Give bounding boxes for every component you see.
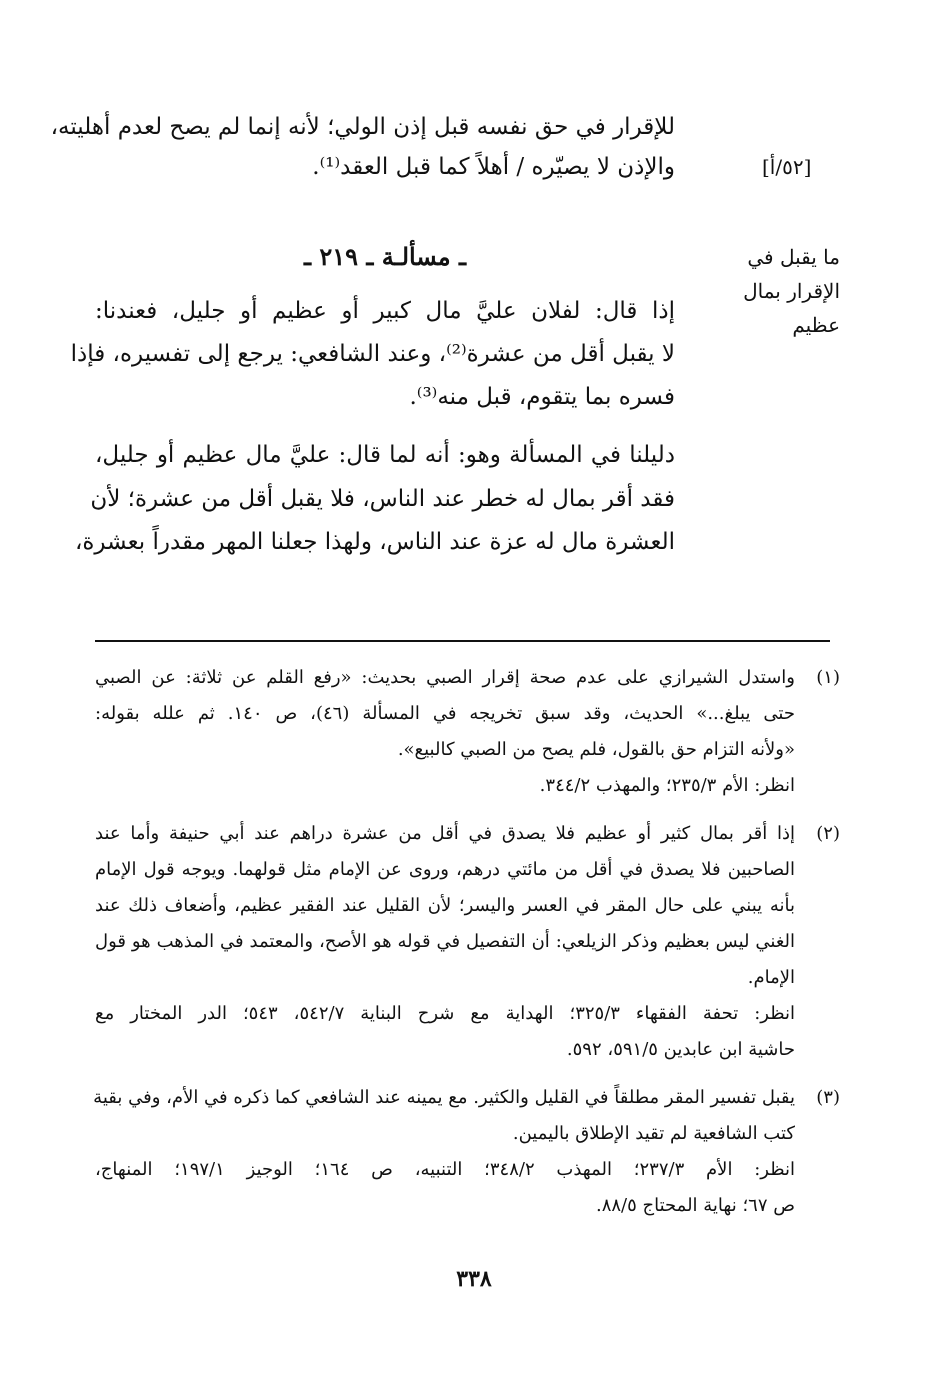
body-line: لا يقبل أقل من عشرة⁽²⁾، وعند الشافعي: يرجع إلى تفسيره، فإذا bbox=[70, 341, 675, 367]
footnote-line: «ولأنه التزام حق بالقول، فلم يصح من الصبي كالبيع». bbox=[397, 739, 795, 760]
footnote-line: ص ٦٧؛ نهاية المحتاج ٨٨/٥. bbox=[595, 1195, 795, 1216]
footnote-line: كتب الشافعية لم تقيد الإطلاق باليمين. bbox=[512, 1123, 795, 1144]
footnote-line: الصاحبين فلا يصدق في أقل من مائتي درهم، وروى عن الإمام مثل قولهما. ويوجه قول الإمام bbox=[95, 859, 795, 880]
issue-heading: ـ مسألـة ـ ٢١٩ ـ bbox=[304, 242, 466, 271]
footnote-line: الغني ليس بعظيم وذكر الزيلعي: أن التفصيل في قوله هو الأصح، والمعتمد في المذهب هو قول bbox=[95, 931, 795, 952]
body-line: فقد أقر بمال له خطر عند الناس، فلا يقبل أقل من عشرة؛ لأن bbox=[90, 486, 675, 512]
body-line: العشرة مال له عزة عند الناس، ولهذا جعلنا المهر مقدراً بعشرة، bbox=[74, 529, 675, 555]
footnote-number: (١) bbox=[816, 667, 840, 688]
footnote-line: حاشية ابن عابدين ٥٩١/٥، ٥٩٢. bbox=[566, 1039, 795, 1060]
page-number: ٣٣٨ bbox=[456, 1266, 492, 1292]
footnote-line: إذا أقر بمال كثير أو عظيم فلا يصدق في أقل من عشرة دراهم عند أبي حنيفة وأما عند bbox=[95, 823, 795, 844]
footnote-number: (٣) bbox=[816, 1087, 840, 1108]
footnote-line: انظر: الأم ٢٣٧/٣؛ المهذب ٣٤٨/٢؛ التنبيه، ص ١٦٤؛ الوجيز ١٩٧/١؛ المنهاج، bbox=[95, 1159, 795, 1180]
footnote-line: الإمام. bbox=[747, 967, 795, 988]
body-line: والإذن لا يصيّره / أهلاً كما قبل العقد⁽¹⁾. bbox=[312, 154, 675, 180]
footnote-line: واستدل الشيرازي على عدم صحة إقرار الصبي بحديث: «رفع القلم عن ثلاثة: عن الصبي bbox=[95, 667, 795, 688]
margin-folio-reference: [٥٢/أ] bbox=[762, 155, 812, 179]
body-line: للإقرار في حق نفسه قبل إذن الولي؛ لأنه إنما لم يصح لعدم أهليته، bbox=[50, 114, 675, 140]
footnote-line: يقبل تفسير المقر مطلقاً في القليل والكثير. مع يمينه عند الشافعي كما ذكره في الأم، وفي بقية bbox=[93, 1087, 795, 1108]
body-line: فسره بما يتقوم، قبل منه⁽³⁾. bbox=[409, 384, 675, 410]
footnote-line: انظر: الأم ٢٣٥/٣؛ والمهذب ٣٤٤/٢. bbox=[539, 775, 795, 796]
footnote-line: بأنه يبني على حال المقر في العسر واليسر؛ لأن القليل عند الفقير عظيم، وأضعاف ذلك عند bbox=[95, 895, 795, 916]
margin-topic-note: ما يقبل في الإقرار بمال عظيم bbox=[743, 245, 840, 337]
footnote-separator bbox=[95, 640, 830, 642]
body-line: دليلنا في المسألة وهو: أنه لما قال: عليَّ مال عظيم أو جليل، bbox=[95, 442, 675, 468]
footnote-number: (٢) bbox=[816, 823, 840, 844]
footnote-line: حتى يبلغ...» الحديث، وقد سبق تخريجه في المسألة (٤٦)، ص ١٤٠. ثم علله بقوله: bbox=[95, 703, 795, 724]
body-line: إذا قال: لفلان عليَّ مال كبير أو عظيم أو جليل، فعندنا: bbox=[95, 298, 675, 324]
footnote-line: انظر: تحفة الفقهاء ٣٢٥/٣؛ الهداية مع شرح البناية ٥٤٢/٧، ٥٤٣؛ الدر المختار مع bbox=[95, 1003, 796, 1024]
